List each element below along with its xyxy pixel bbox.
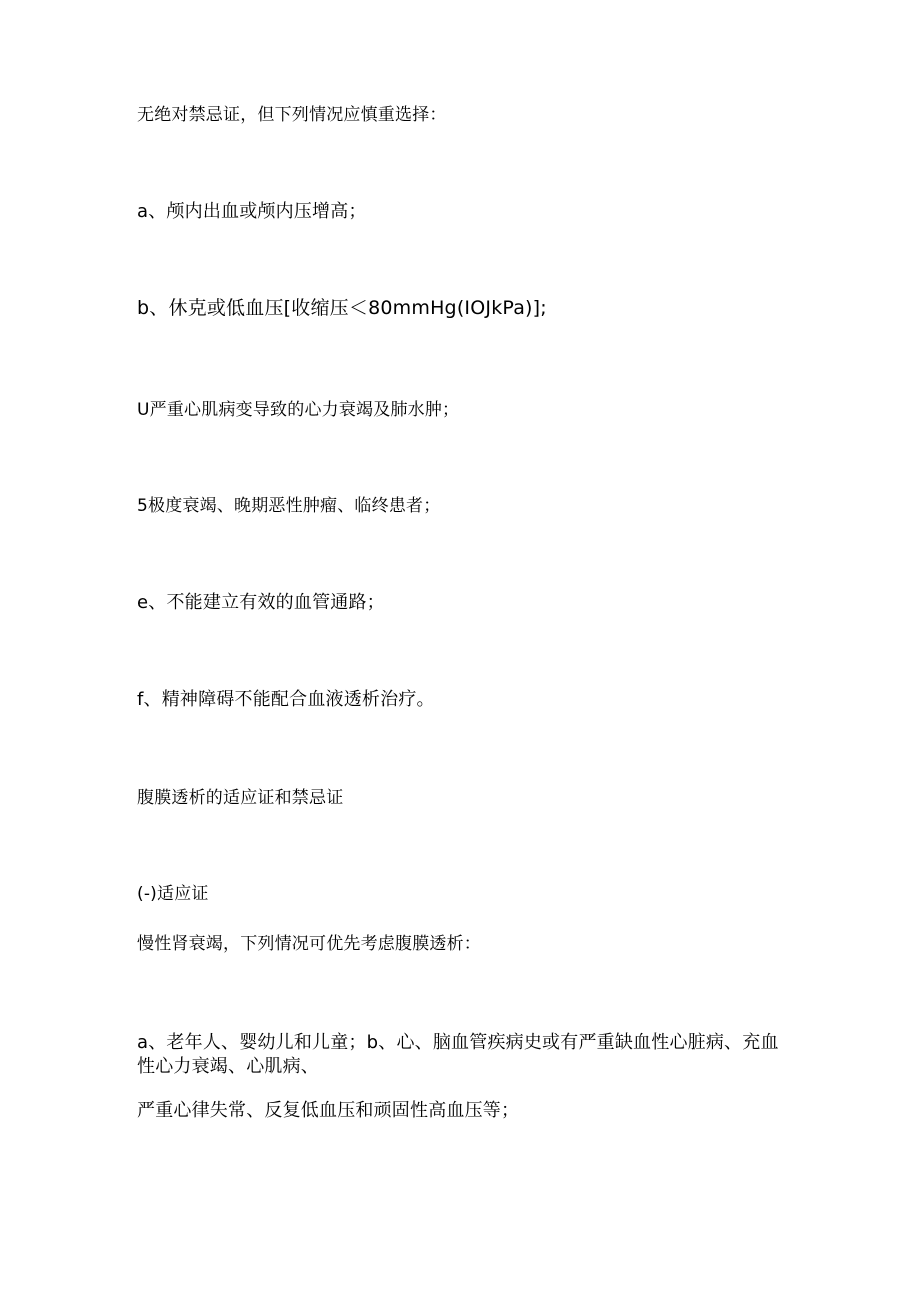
subsection-heading: (-)适应证 — [137, 884, 209, 904]
indication-list-continuation: 严重心律失常、反复低血压和顽固性高血压等； — [137, 1100, 520, 1121]
list-item-e: e、不能建立有效的血管通路； — [137, 592, 385, 613]
list-item-f: f、精神障碍不能配合血液透析治疗。 — [137, 689, 435, 710]
list-item-a: a、颅内出血或颅内压增高； — [137, 201, 367, 222]
indication-list-paragraph: a、老年人、婴幼儿和儿童；b、心、脑血管疾病史或有严重缺血性心脏病、充血性心力衰竭、心肌病、 — [137, 1032, 779, 1077]
section-heading: 腹膜透析的适应证和禁忌证 — [137, 788, 344, 808]
list-item-d: 5极度衰竭、晚期恶性肿瘤、临终患者； — [137, 496, 441, 516]
list-item-c: U严重心肌病变导致的心力衰竭及肺水肿； — [137, 400, 460, 420]
list-item-b: b、休克或低血压[收缩压＜80mmHg(IOJkPa)]; — [137, 297, 547, 319]
indication-intro: 慢性肾衰竭，下列情况可优先考虑腹膜透析： — [137, 934, 481, 954]
contraindication-intro: 无绝对禁忌证，但下列情况应慎重选择： — [137, 105, 447, 125]
